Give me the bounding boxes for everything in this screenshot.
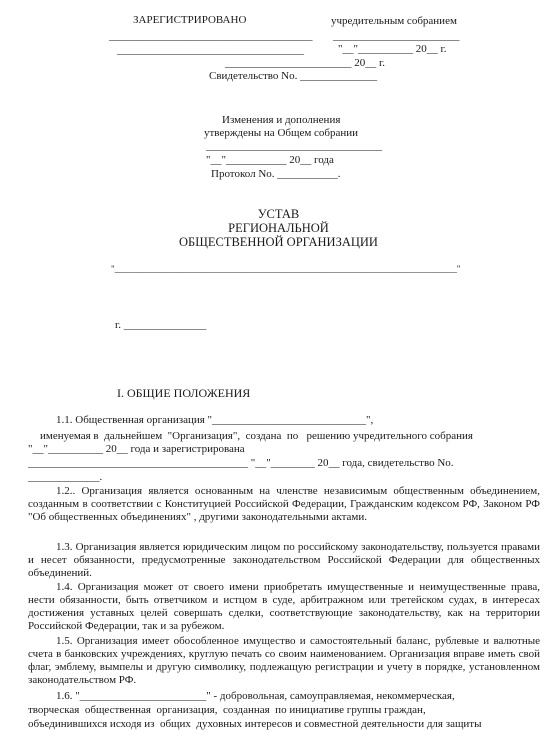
clause-1-1-line-2: именуемая в дальнейшем "Организация", создана по решению учредительного собрания	[40, 430, 473, 442]
charter-title: УСТАВ	[257, 207, 300, 221]
clause-1-1-line-5: _____________.	[28, 471, 103, 483]
general-meeting-line: ________________________________	[206, 140, 382, 152]
clause-1-1-line-3: "__"__________ 20__ года и зарегистрирована	[28, 443, 245, 455]
clause-1-6-line-1: 1.6. "_______________________" - добровольная, самоуправляемая, некоммерческая,	[56, 690, 455, 702]
approval-signature-line: _______________________	[333, 30, 460, 42]
clause-1-6-line-2: творческая общественная организация, созданная по инициативе группы граждан,	[28, 704, 426, 716]
protocol-number-line: Протокол No. ___________.	[211, 168, 341, 180]
organization-name-line: "_____________________________________________________________________________"	[111, 264, 461, 274]
clause-1-3: 1.3. Организация является юридическим лицом по российскому законодательству, пользуется правами и несет обязанности, предусмотренные законодательством Российской Федерации для общественных объединений.	[28, 541, 540, 579]
clause-1-1-line-1: 1.1. Общественная организация "____________________________",	[56, 414, 374, 426]
certificate-number-line: Свидетельство No. ______________	[209, 70, 378, 82]
city-line: г. _______________	[115, 319, 207, 331]
amendments-approved-label: утверждены на Общем собрании	[204, 127, 359, 139]
amendments-label: Изменения и дополнения	[222, 114, 341, 126]
clause-1-4: 1.4. Организация может от своего имени приобретать имущественные и неимущественные права, нести обязанности, быть ответчиком и истцом в суде, арбитражном или третейском судах, в интересах достижения уставных целей совершать сделки, соответствующие законодательству, как на территории Российской Федерации, так и за рубежом.	[28, 581, 540, 632]
section-heading: I. ОБЩИЕ ПОЛОЖЕНИЯ	[117, 386, 251, 400]
registration-authority-line-2: __________________________________	[117, 44, 304, 56]
amendments-date-line: "__"___________ 20__ года	[206, 154, 334, 166]
clause-1-6-line-3: объединившихся исходя из общих духовных интересов и совместной деятельности для защиты	[28, 718, 482, 730]
clause-1-2: 1.2.. Организация является основанным на членстве независимым общественным объединением, созданным в соответствии с Конституцией Российской Федерации, Гражданским кодексом РФ, Законом РФ "Об общественных объединениях" , другими законодательными актами.	[28, 485, 540, 523]
clause-1-5: 1.5. Организация имеет обособленное имущество и самостоятельный баланс, рублевые и валютные счета в банковских учреждениях, круглую печать со своим наименованием. Организация вправе иметь свой флаг, эмблему, вымпелы и другую символику, подлежащую регистрации и учету в порядке, установленном законодательством РФ.	[28, 635, 540, 686]
clause-1-1-line-4: ________________________________________ "__"________ 20__ года, свидетельство No.	[28, 457, 454, 469]
charter-subtitle-regional: РЕГИОНАЛЬНОЙ	[228, 221, 329, 235]
charter-subtitle-organization: ОБЩЕСТВЕННОЙ ОРГАНИЗАЦИИ	[179, 235, 378, 249]
approval-date-line: "__"__________ 20__ г.	[338, 43, 447, 55]
registration-authority-line: _____________________________________	[109, 30, 313, 42]
registration-date-line: _______________________ 20__ г.	[225, 57, 386, 69]
approved-by-label: учредительным собранием	[331, 15, 457, 27]
registered-label: ЗАРЕГИСТРИРОВАНО	[133, 14, 247, 26]
